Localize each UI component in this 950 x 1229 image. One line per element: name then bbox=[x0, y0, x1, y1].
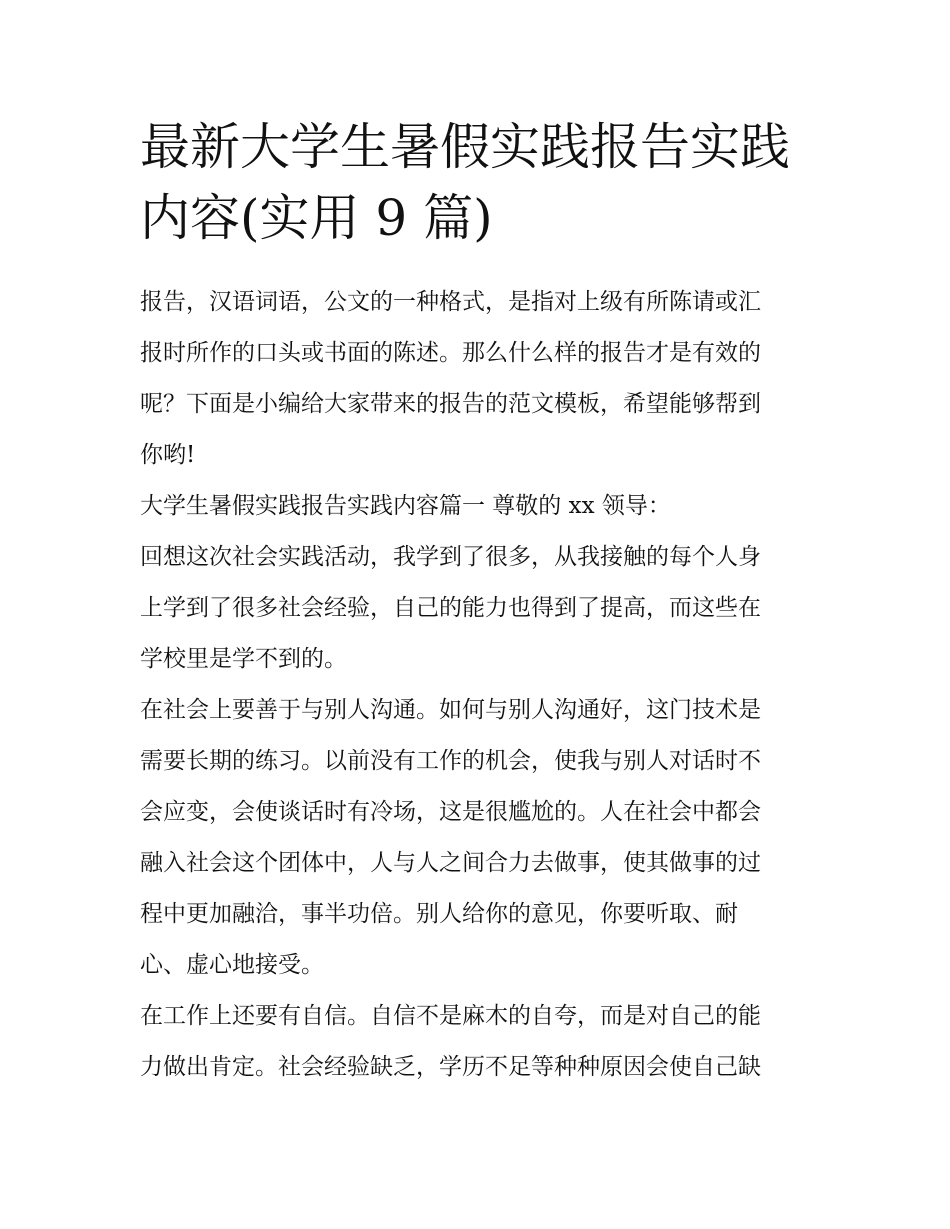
body-line: 在工作上还要有自信。自信不是麻木的自夸，而是对自己的能 bbox=[140, 1003, 761, 1029]
body-line: 程中更加融洽，事半功倍。别人给你的意见，你要听取、耐 bbox=[140, 901, 738, 927]
body-line: 融入社会这个团体中，人与人之间合力去做事，使其做事的过 bbox=[140, 850, 761, 876]
body-line: 学校里是学不到的。 bbox=[140, 646, 347, 672]
section-heading-line: 大学生暑假实践报告实践内容篇一 尊敬的 xx 领导： bbox=[140, 493, 671, 519]
body-line: 在社会上要善于与别人沟通。如何与别人沟通好，这门技术是 bbox=[140, 697, 761, 723]
body-line: 报时所作的口头或书面的陈述。那么什么样的报告才是有效的 bbox=[140, 340, 761, 366]
body-line: 你哟! bbox=[140, 442, 196, 468]
body-line: 呢？下面是小编给大家带来的报告的范文模板，希望能够帮到 bbox=[140, 391, 761, 417]
body-line: 心、虚心地接受。 bbox=[140, 952, 324, 978]
body-line: 报告，汉语词语，公文的一种格式，是指对上级有所陈请或汇 bbox=[140, 289, 761, 315]
title-line-2: 内容(实用 9 篇) bbox=[140, 189, 493, 247]
document-body bbox=[140, 277, 820, 1093]
document-title bbox=[140, 112, 820, 254]
body-line: 会应变，会使谈话时有冷场，这是很尴尬的。人在社会中都会 bbox=[140, 799, 761, 825]
body-line: 回想这次社会实践活动，我学到了很多，从我接触的每个人身 bbox=[140, 544, 761, 570]
body-line: 需要长期的练习。以前没有工作的机会，使我与别人对话时不 bbox=[140, 748, 761, 774]
body-line: 力做出肯定。社会经验缺乏，学历不足等种种原因会使自己缺 bbox=[140, 1054, 761, 1080]
body-line: 上学到了很多社会经验，自己的能力也得到了提高，而这些在 bbox=[140, 595, 761, 621]
title-line-1: 最新大学生暑假实践报告实践 bbox=[140, 118, 790, 176]
